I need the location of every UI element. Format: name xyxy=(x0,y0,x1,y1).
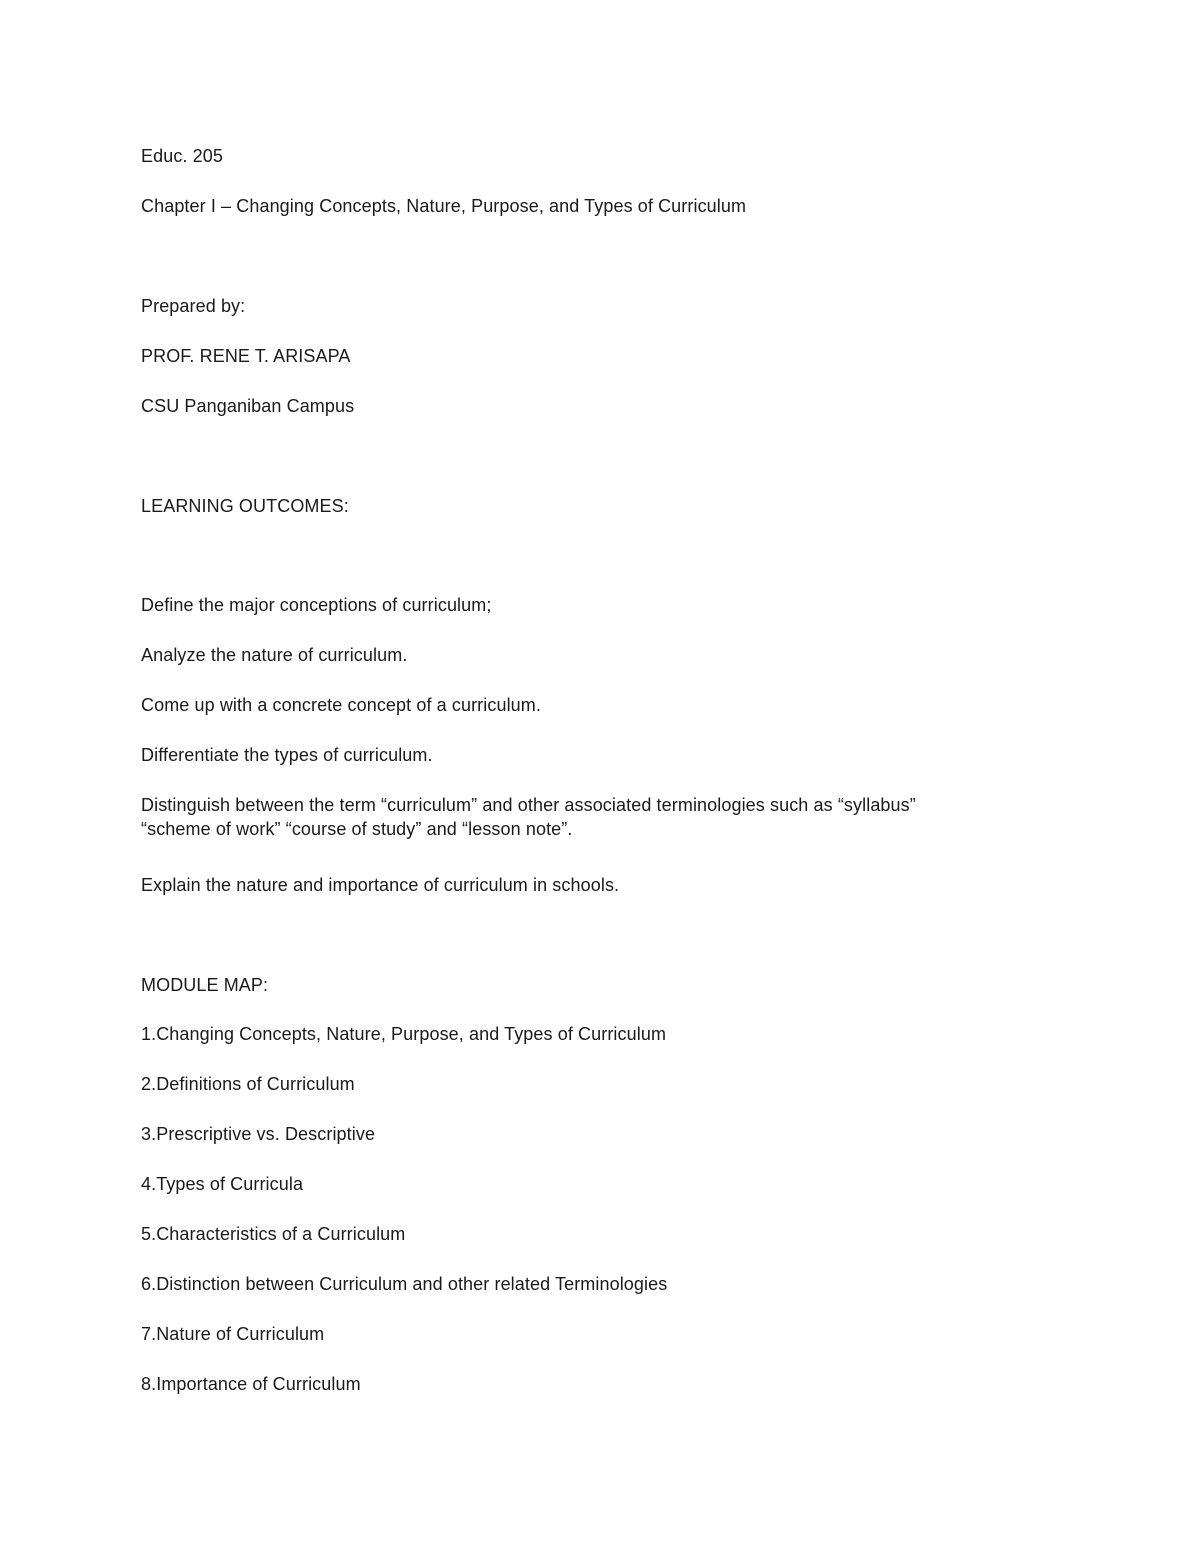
module-map-item: 6.Distinction between Curriculum and other related Terminologies xyxy=(141,1274,668,1294)
module-map-item: 2.Definitions of Curriculum xyxy=(141,1074,355,1094)
course-code: Educ. 205 xyxy=(141,146,223,166)
module-map-item: 8.Importance of Curriculum xyxy=(141,1374,361,1394)
author-campus: CSU Panganiban Campus xyxy=(141,396,355,416)
learning-outcome-line: Distinguish between the term “curriculum” and other associated terminologies such as “syllabus” xyxy=(141,795,916,815)
module-map-item: 1.Changing Concepts, Nature, Purpose, and Types of Curriculum xyxy=(141,1024,667,1044)
module-map-item: 5.Characteristics of a Curriculum xyxy=(141,1224,406,1244)
learning-outcome-item: Explain the nature and importance of curriculum in schools. xyxy=(141,875,620,895)
module-map-heading: MODULE MAP: xyxy=(141,975,269,995)
learning-outcome-item: Come up with a concrete concept of a curriculum. xyxy=(141,695,541,715)
learning-outcome-line: “scheme of work” “course of study” and “lesson note”. xyxy=(141,819,573,839)
learning-outcome-item: Define the major conceptions of curriculum; xyxy=(141,595,492,615)
module-map-item: 3.Prescriptive vs. Descriptive xyxy=(141,1124,376,1144)
learning-outcomes-heading: LEARNING OUTCOMES: xyxy=(141,496,349,516)
learning-outcome-item: Analyze the nature of curriculum. xyxy=(141,645,408,665)
module-map-item: 4.Types of Curricula xyxy=(141,1174,304,1194)
learning-outcome-item xyxy=(141,793,1021,841)
chapter-title: Chapter I – Changing Concepts, Nature, Purpose, and Types of Curriculum xyxy=(141,196,747,216)
learning-outcome-item: Differentiate the types of curriculum. xyxy=(141,745,433,765)
module-map-item: 7.Nature of Curriculum xyxy=(141,1324,325,1344)
prepared-by-label: Prepared by: xyxy=(141,296,246,316)
author-name: PROF. RENE T. ARISAPA xyxy=(141,346,351,366)
